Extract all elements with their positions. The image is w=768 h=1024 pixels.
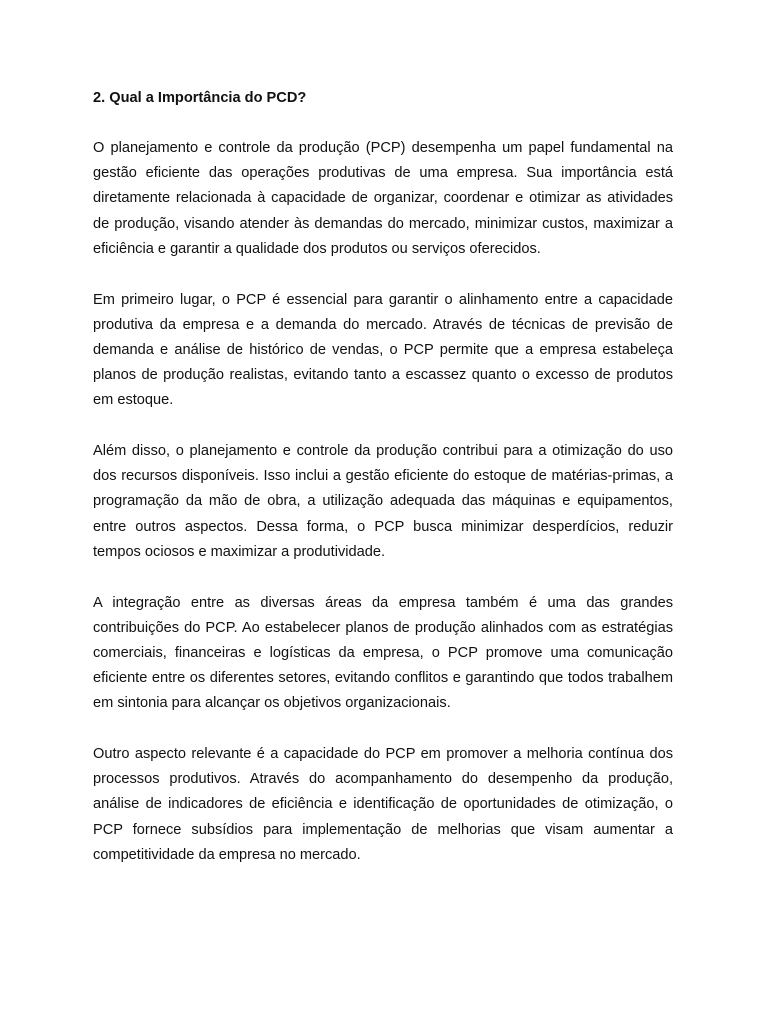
paragraph-integration: A integração entre as diversas áreas da empresa também é uma das grandes contribuições do PCP. Ao estabelecer planos de produção alinhados com as estratégias comerciais, financeiras e logísticas da empresa, o PCP promove uma comunicação eficiente entre os diferentes setores, evitando conflitos e garantindo que todos trabalhem em sintonia para alcançar os objetivos organizacionais. [93, 594, 673, 712]
paragraph-pcp-role: O planejamento e controle da produção (PCP) desempenha um papel fundamental na gestão eficiente das operações produtivas de uma empresa. Sua importância está diretamente relacionada à capacidade de organizar, coordenar e otimizar as atividades de produção, visando atender às demandas do mercado, minimizar custos, maximizar a eficiência e garantir a qualidade dos produtos ou serviços oferecidos. [93, 140, 673, 257]
paragraph-demand-alignment: Em primeiro lugar, o PCP é essencial para garantir o alinhamento entre a capacidade produtiva da empresa e a demanda do mercado. Através de técnicas de previsão de demanda e análise de histórico de vendas, o PCP permite que a empresa estabeleça planos de produção realistas, evitando tanto a escassez quanto o excesso de produtos em estoque. [93, 291, 673, 409]
paragraph-resource-optimization: Além disso, o planejamento e controle da produção contribui para a otimização do uso dos recursos disponíveis. Isso inclui a gestão eficiente do estoque de matérias-primas, a programação da mão de obra, a utilização adequada das máquinas e equipamentos, entre outros aspectos. Dessa forma, o PCP busca minimizar desperdícios, reduzir tempos ociosos e maximizar a produtividade. [93, 443, 673, 560]
paragraph-continuous-improvement: Outro aspecto relevante é a capacidade do PCP em promover a melhoria contínua dos processos produtivos. Através do acompanhamento do desempenho da produção, análise de indicadores de eficiência e identificação de oportunidades de otimização, o PCP fornece subsídios para implementação de melhorias que visam aumentar a competitividade da empresa no mercado. [93, 746, 673, 863]
document-page [93, 86, 673, 894]
section-heading: 2. Qual a Importância do PCD? [93, 90, 307, 106]
